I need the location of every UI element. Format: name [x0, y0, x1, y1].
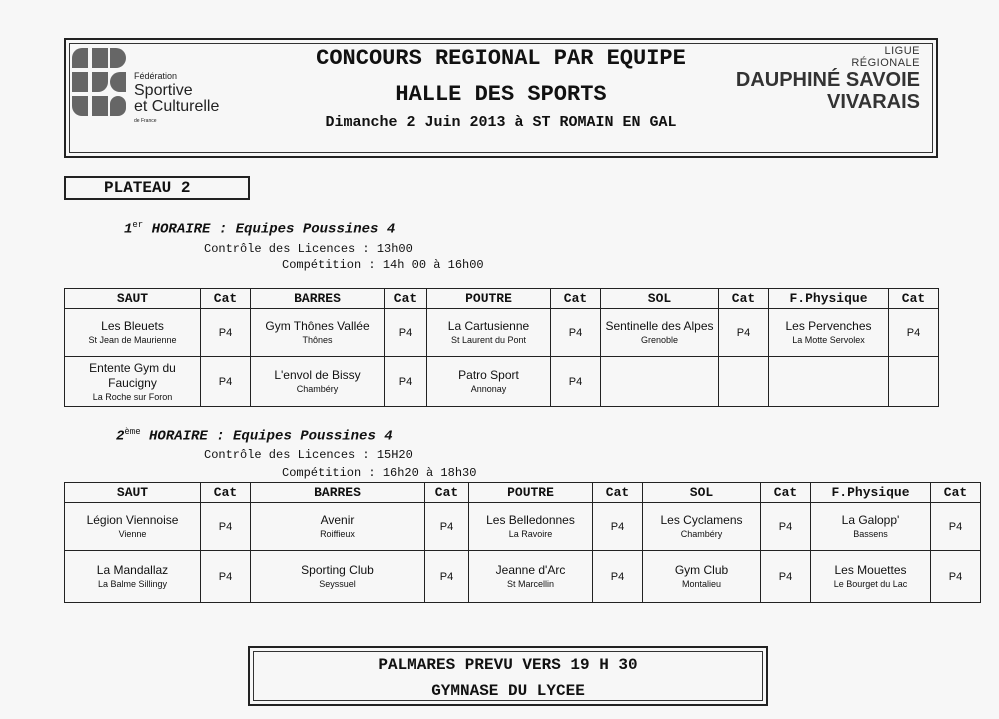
- cat-cell: P4: [551, 357, 601, 407]
- club-city: Seyssuel: [319, 579, 356, 589]
- club-city: St Marcellin: [506, 579, 554, 589]
- club-name: Les Bleuets: [101, 319, 164, 333]
- session1-competition: Compétition : 14h 00 à 16h00: [282, 258, 484, 272]
- session2-controle: Contrôle des Licences : 15H20: [204, 448, 413, 462]
- club-name: Jeanne d'Arc: [495, 563, 566, 577]
- club-cell: [811, 503, 931, 551]
- table-row: [65, 357, 939, 407]
- col-header: BARRES: [251, 483, 425, 503]
- footer-box: [248, 646, 768, 706]
- club-cell: [65, 357, 201, 407]
- club-city: Bassens: [853, 529, 888, 539]
- cat-cell: P4: [761, 503, 811, 551]
- club-cell: [769, 309, 889, 357]
- col-header: POUTRE: [427, 289, 551, 309]
- club-name: L'envol de Bissy: [274, 368, 361, 382]
- club-cell: [251, 503, 425, 551]
- federation-line3: et Culturelle: [134, 98, 220, 115]
- cat-cell: P4: [201, 503, 251, 551]
- cat-cell: P4: [889, 309, 939, 357]
- club-cell: [643, 551, 761, 603]
- cat-cell: P4: [931, 503, 981, 551]
- club-cell: [427, 357, 551, 407]
- cat-cell: P4: [551, 309, 601, 357]
- club-city: La Balme Sillingy: [97, 579, 168, 589]
- table-header-row: [65, 483, 981, 503]
- table-row: [65, 503, 981, 551]
- session1-sup: er: [132, 220, 144, 230]
- club-name: La Mandallaz: [96, 563, 169, 577]
- col-header: SOL: [643, 483, 761, 503]
- club-city: La Motte Servolex: [792, 335, 865, 345]
- club-name: Patro Sport: [458, 368, 519, 382]
- ligue-line2: RÉGIONALE: [851, 57, 920, 69]
- club-cell: [811, 551, 931, 603]
- session2-heading: [116, 427, 393, 445]
- club-city: Montalieu: [681, 579, 722, 589]
- club-cell: [601, 357, 719, 407]
- session1-table: [64, 288, 939, 407]
- ligue-line1: LIGUE: [884, 45, 920, 57]
- cat-cell: P4: [761, 551, 811, 603]
- club-name: Entente Gym du Faucigny: [89, 360, 176, 390]
- federation-line2: Sportive: [134, 82, 193, 99]
- club-cell: [251, 357, 385, 407]
- cat-cell: P4: [385, 309, 427, 357]
- col-header: F.Physique: [769, 289, 889, 309]
- club-cell: [469, 551, 593, 603]
- palmares-text: PALMARES PREVU VERS 19 H 30: [378, 656, 638, 674]
- col-header: POUTRE: [469, 483, 593, 503]
- event-date: Dimanche 2 Juin 2013 à ST ROMAIN EN GAL: [325, 114, 677, 131]
- club-city: Annonay: [470, 384, 507, 394]
- col-header: Cat: [593, 483, 643, 503]
- col-header: F.Physique: [811, 483, 931, 503]
- club-cell: [65, 551, 201, 603]
- ligue-line3: DAUPHINÉ SAVOIE: [735, 69, 920, 91]
- cat-cell: P4: [385, 357, 427, 407]
- club-name: Les Pervenches: [785, 319, 872, 333]
- club-cell: [769, 357, 889, 407]
- cat-cell: P4: [719, 309, 769, 357]
- col-header: Cat: [425, 483, 469, 503]
- club-city: La Roche sur Foron: [92, 391, 173, 402]
- federation-line1: Fédération: [134, 71, 178, 81]
- col-header: Cat: [385, 289, 427, 309]
- federation-line4: de France: [134, 118, 157, 124]
- club-city: Chambéry: [680, 529, 723, 539]
- cat-cell: P4: [201, 357, 251, 407]
- header-box: [64, 38, 938, 158]
- table-row: [65, 551, 981, 603]
- session2-title: HORAIRE : Equipes Poussines 4: [149, 428, 393, 445]
- club-name: La Cartusienne: [447, 319, 530, 333]
- club-cell: [65, 309, 201, 357]
- cat-cell: P4: [201, 551, 251, 603]
- session2-sup: ème: [124, 427, 141, 437]
- palmares-location: GYMNASE DU LYCEE: [431, 682, 585, 700]
- col-header: Cat: [761, 483, 811, 503]
- club-city: Vienne: [118, 529, 147, 539]
- club-cell: [251, 309, 385, 357]
- col-header: Cat: [201, 483, 251, 503]
- club-cell: [427, 309, 551, 357]
- club-name: La Galopp': [841, 513, 900, 527]
- col-header: BARRES: [251, 289, 385, 309]
- club-cell: [643, 503, 761, 551]
- club-cell: [469, 503, 593, 551]
- session1-controle: Contrôle des Licences : 13h00: [204, 242, 413, 256]
- cat-cell: P4: [425, 551, 469, 603]
- club-name: Avenir: [320, 513, 355, 527]
- club-cell: [251, 551, 425, 603]
- venue-title: HALLE DES SPORTS: [395, 82, 607, 107]
- cat-cell: P4: [593, 503, 643, 551]
- col-header: SOL: [601, 289, 719, 309]
- club-name: Sentinelle des Alpes: [605, 319, 714, 333]
- club-city: Chambéry: [296, 384, 339, 394]
- club-name: Légion Viennoise: [86, 513, 179, 527]
- cat-cell: P4: [931, 551, 981, 603]
- cat-cell: P4: [425, 503, 469, 551]
- cat-cell: [889, 357, 939, 407]
- club-city: Roiffieux: [320, 529, 355, 539]
- club-cell: [601, 309, 719, 357]
- club-city: St Jean de Maurienne: [88, 335, 177, 345]
- session1-heading: [124, 220, 395, 238]
- club-city: Le Bourget du Lac: [833, 579, 908, 589]
- club-name: Gym Club: [674, 563, 729, 577]
- club-cell: [65, 503, 201, 551]
- club-city: Grenoble: [640, 335, 679, 345]
- col-header: Cat: [719, 289, 769, 309]
- club-city: Thônes: [302, 335, 333, 345]
- col-header: SAUT: [65, 483, 201, 503]
- col-header: Cat: [551, 289, 601, 309]
- plateau-label: PLATEAU 2: [64, 176, 250, 200]
- table-header-row: [65, 289, 939, 309]
- col-header: Cat: [931, 483, 981, 503]
- page-title: CONCOURS REGIONAL PAR EQUIPE: [316, 46, 686, 71]
- session2-table: [64, 482, 981, 603]
- cat-cell: [719, 357, 769, 407]
- session1-title: HORAIRE : Equipes Poussines 4: [151, 221, 396, 238]
- col-header: SAUT: [65, 289, 201, 309]
- session2-competition: Compétition : 16h20 à 18h30: [282, 466, 477, 480]
- session2-num: 2: [116, 428, 125, 445]
- session1-num: 1: [124, 221, 133, 238]
- table-row: [65, 309, 939, 357]
- ligue-line4: VIVARAIS: [827, 91, 920, 113]
- cat-cell: P4: [201, 309, 251, 357]
- col-header: Cat: [889, 289, 939, 309]
- cat-cell: P4: [593, 551, 643, 603]
- col-header: Cat: [201, 289, 251, 309]
- club-name: Sporting Club: [301, 563, 374, 577]
- club-name: Les Mouettes: [834, 563, 907, 577]
- club-city: La Ravoire: [508, 529, 553, 539]
- club-name: Les Cyclamens: [660, 513, 743, 527]
- ligue-logo: [736, 45, 920, 113]
- club-name: Gym Thônes Vallée: [265, 319, 370, 333]
- club-name: Les Belledonnes: [486, 513, 575, 527]
- club-city: St Laurent du Pont: [450, 335, 527, 345]
